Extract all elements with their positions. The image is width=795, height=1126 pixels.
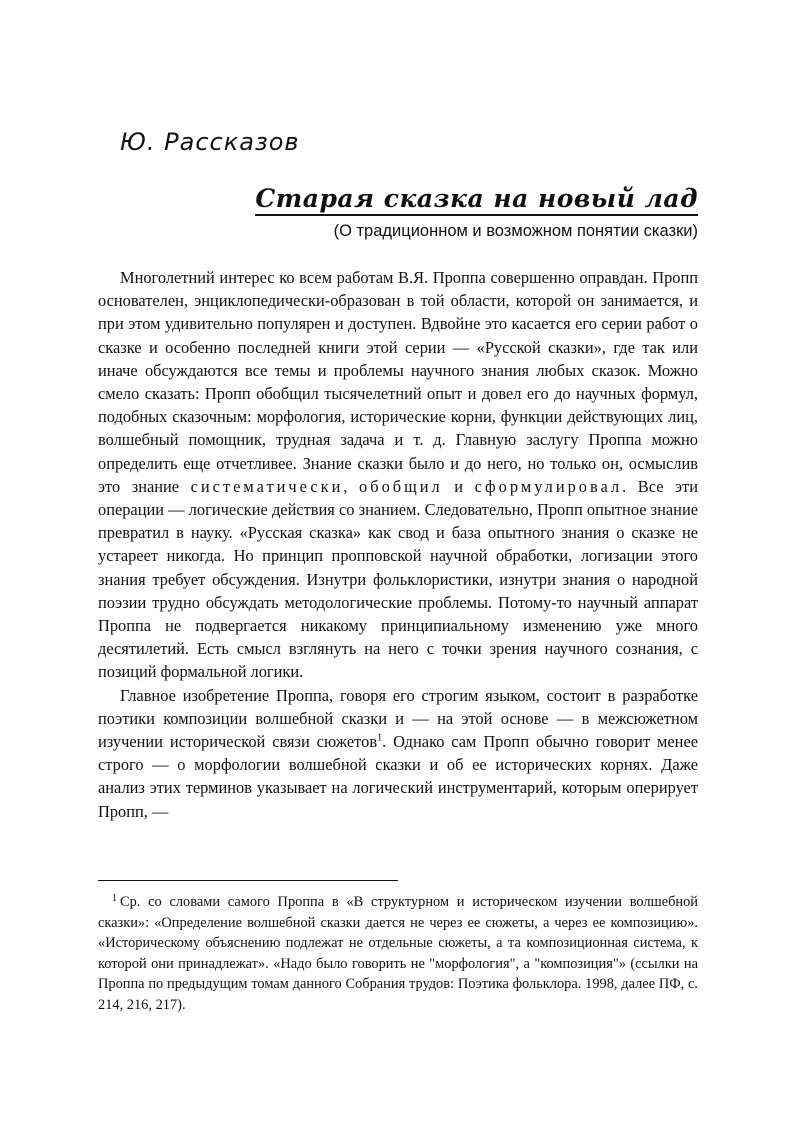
paragraph-2-text-b: . Однако сам Пропп обычно говорит менее строго — о морфологии волшебной сказки и об ее исторических корнях. Даже анализ этих терминов указывает на логический инструментарий, которым оперирует Пропп, — <box>98 732 698 821</box>
article-title: Старая сказка на новый лад <box>255 184 698 216</box>
footnote-divider <box>98 880 398 881</box>
paragraph-1-text-b: . Все эти операции — логические действия со знанием. Следовательно, Пропп опытное знание превратил в науку. «Русская сказка» как свод и база опытного знания о сказке не устареет никогда. Но принцип пропповской научной обработки, логизации этого знания требует обсуждения. Изнутри фольклористики, изнутри знания о народной поэзии трудно обсуждать методологические проблемы. Потому-то научный аппарат Проппа не подвергается никакому принципиальному изменению уже много десятилетий. Есть смысл взглянуть на него с точки зрения научного сознания, с позиций формальной логики. <box>98 476 698 682</box>
paragraph-1 <box>98 266 698 684</box>
paragraph-1-sep-2: и <box>442 476 475 496</box>
paragraph-2 <box>98 684 698 823</box>
paragraph-1-sep-1: , <box>343 476 360 496</box>
article-subtitle: (О традиционном и возможном понятии сказки) <box>333 222 698 240</box>
paragraph-2-text-a: Главное изобретение Проппа, говоря его строгим языком, состоит в разработке поэтики композиции волшебной сказки и — на этой основе — в межсюжетном изучении исторической связи сюжетов <box>98 685 698 752</box>
emphasis-systematically: систематически <box>190 476 344 496</box>
emphasis-formulated: сформулировал <box>474 476 623 496</box>
footnote-reference[interactable]: 1 <box>377 732 383 744</box>
article-body <box>98 266 698 823</box>
footnote-number: 1 <box>112 893 117 904</box>
paragraph-1-text-a: Многолетний интерес ко всем работам В.Я. Проппа совершенно оправдан. Пропп основателен, энциклопедически-образован в той области, которой он занимается, и при этом удивительно популярен и доступен. Вдвойне это касается его серии работ о сказке и особенно последней книги этой серии — «Русской сказки», где так или иначе обсуждаются все темы и проблемы научного знания любых сказок. Можно смело сказать: Пропп обобщил тысячелетний опыт и довел его до научных формул, подобных сказочным: морфология, исторические корни, функции действующих лиц, волшебный помощник, трудная задача и т. д. Главную заслугу Проппа можно определить еще отчетливее. Знание сказки было и до него, но только он, осмыслив это знание <box>98 268 698 496</box>
footnote <box>98 889 698 1016</box>
footnote-text: Ср. со словами самого Проппа в «В структурном и историческом изучении волшебной сказки»: «Определение волшебной сказки дается не через ее сюжеты, а через ее композицию». «Историческому объяснению подлежат не отдельные сюжеты, а та композиционная система, к которой они принадлежат». «Надо было говорить не "морфология", а "композиция"» (ссылки на Проппа по предыдущим томам данного Собрания трудов: Поэтика фольклора. 1998, далее ПФ, с. 214, 216, 217). <box>98 894 698 1013</box>
footnote-1 <box>98 889 698 1016</box>
author-name: Ю. Рассказов <box>120 128 300 156</box>
emphasis-generalized: обобщил <box>359 476 443 496</box>
